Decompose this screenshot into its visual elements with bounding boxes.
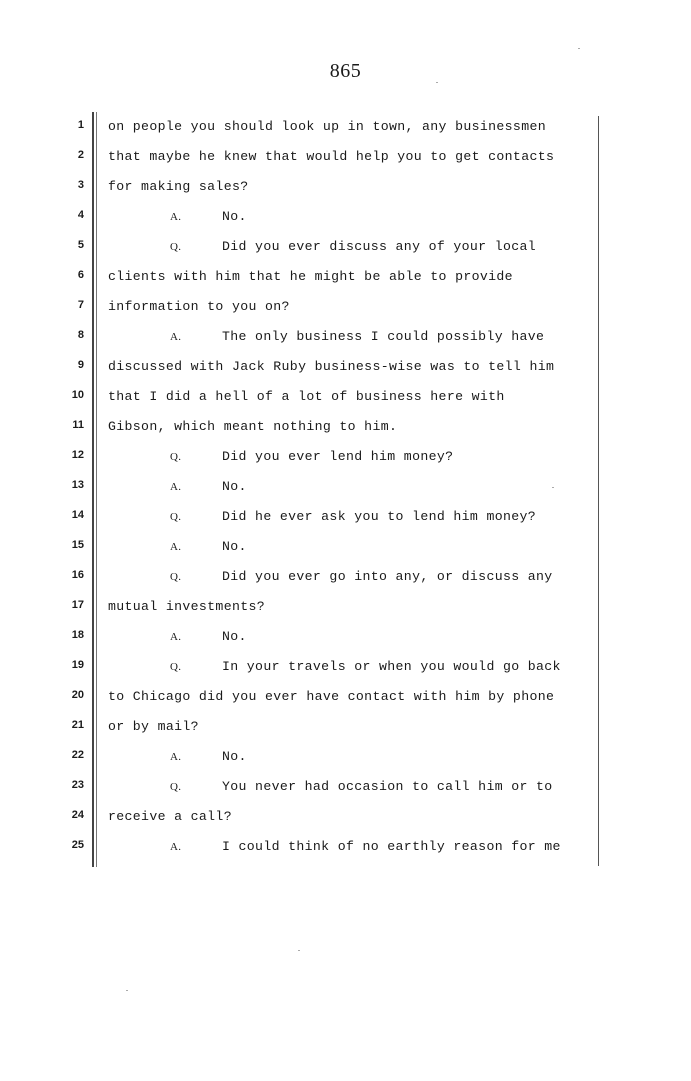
line-number: 11 xyxy=(72,419,84,431)
transcript-line xyxy=(0,322,691,352)
line-content: The only business I could possibly have xyxy=(222,329,545,344)
transcript-line xyxy=(0,382,691,412)
line-content: Did you ever lend him money? xyxy=(222,449,454,464)
line-content: Did you ever go into any, or discuss any xyxy=(222,569,553,584)
line-text xyxy=(108,172,248,202)
line-text xyxy=(170,742,247,772)
line-content: discussed with Jack Ruby business-wise was to tell him xyxy=(108,359,555,374)
transcript-line xyxy=(0,622,691,652)
line-content: or by mail? xyxy=(108,719,199,734)
line-number: 7 xyxy=(77,299,84,311)
speaker-label: Q. xyxy=(170,451,182,463)
line-number: 24 xyxy=(71,809,84,821)
speaker-label: A. xyxy=(170,841,182,853)
line-text xyxy=(170,532,247,562)
line-text xyxy=(108,592,265,622)
transcript-line xyxy=(0,682,691,712)
transcript-line xyxy=(0,592,691,622)
line-text xyxy=(170,652,561,682)
transcript-line xyxy=(0,142,691,172)
line-text xyxy=(170,502,536,532)
line-content: No. xyxy=(222,209,247,224)
line-content: No. xyxy=(222,479,247,494)
line-text xyxy=(170,562,553,592)
transcript-line xyxy=(0,352,691,382)
line-content: No. xyxy=(222,629,247,644)
transcript-line xyxy=(0,232,691,262)
line-text xyxy=(108,292,290,322)
speaker-label: Q. xyxy=(170,241,182,253)
line-text xyxy=(170,202,247,232)
line-text xyxy=(170,322,544,352)
transcript-line xyxy=(0,172,691,202)
line-text xyxy=(108,682,554,712)
line-content: information to you on? xyxy=(108,299,290,314)
transcript-line xyxy=(0,502,691,532)
line-content: to Chicago did you ever have contact with him by phone xyxy=(108,689,555,704)
transcript-line xyxy=(0,652,691,682)
scan-speck xyxy=(552,487,554,488)
line-content: Gibson, which meant nothing to him. xyxy=(108,419,398,434)
speaker-label: A. xyxy=(170,331,182,343)
line-number: 1 xyxy=(77,119,84,131)
speaker-label: A. xyxy=(170,751,182,763)
transcript-line xyxy=(0,832,691,862)
line-number: 25 xyxy=(71,839,84,851)
line-number: 2 xyxy=(77,149,84,161)
speaker-label: A. xyxy=(170,211,182,223)
line-number: 20 xyxy=(71,689,84,701)
line-number: 22 xyxy=(71,749,84,761)
transcript-line xyxy=(0,772,691,802)
page-number: 865 xyxy=(329,60,362,82)
speaker-label: A. xyxy=(170,481,182,493)
line-text xyxy=(170,832,561,862)
line-content: I could think of no earthly reason for me xyxy=(222,839,561,854)
line-text xyxy=(108,142,554,172)
line-content: Did you ever discuss any of your local xyxy=(222,239,537,254)
line-number: 18 xyxy=(71,629,84,641)
transcript-line xyxy=(0,112,691,142)
line-content: In your travels or when you would go back xyxy=(222,659,561,674)
line-number: 12 xyxy=(71,449,84,461)
line-number: 5 xyxy=(77,239,84,251)
line-content: that maybe he knew that would help you to get contacts xyxy=(108,149,555,164)
line-content: clients with him that he might be able to provide xyxy=(108,269,513,284)
line-content: for making sales? xyxy=(108,179,249,194)
scan-speck xyxy=(126,990,128,991)
speaker-label: Q. xyxy=(170,571,182,583)
line-text xyxy=(108,262,513,292)
line-content: receive a call? xyxy=(108,809,232,824)
line-number: 21 xyxy=(71,719,84,731)
line-number: 16 xyxy=(71,569,84,581)
transcript-line xyxy=(0,442,691,472)
line-number: 13 xyxy=(71,479,84,491)
scan-speck xyxy=(298,950,300,951)
line-text xyxy=(170,622,247,652)
line-content: No. xyxy=(222,749,247,764)
speaker-label: Q. xyxy=(170,781,182,793)
line-number: 23 xyxy=(71,779,84,791)
transcript-line xyxy=(0,532,691,562)
speaker-label: Q. xyxy=(170,511,182,523)
line-text xyxy=(108,712,199,742)
transcript-body xyxy=(0,112,691,862)
line-text xyxy=(170,472,247,502)
line-content: You never had occasion to call him or to xyxy=(222,779,553,794)
transcript-line xyxy=(0,562,691,592)
transcript-line xyxy=(0,742,691,772)
line-content: Did he ever ask you to lend him money? xyxy=(222,509,537,524)
transcript-line xyxy=(0,802,691,832)
line-number: 4 xyxy=(77,209,84,221)
scan-speck xyxy=(578,48,580,49)
line-number: 9 xyxy=(77,359,84,371)
line-number: 3 xyxy=(77,179,84,191)
line-number: 10 xyxy=(71,389,84,401)
transcript-line xyxy=(0,262,691,292)
speaker-label: Q. xyxy=(170,661,182,673)
line-content: mutual investments? xyxy=(108,599,266,614)
line-number: 19 xyxy=(71,659,84,671)
line-text xyxy=(170,772,553,802)
line-text xyxy=(108,382,505,412)
line-text xyxy=(108,352,554,382)
line-number: 8 xyxy=(77,329,84,341)
line-text xyxy=(108,112,546,142)
line-text xyxy=(170,442,453,472)
line-text xyxy=(108,412,397,442)
line-number: 14 xyxy=(71,509,84,521)
line-content: No. xyxy=(222,539,247,554)
speaker-label: A. xyxy=(170,631,182,643)
transcript-line xyxy=(0,292,691,322)
line-number: 17 xyxy=(71,599,84,611)
transcript-line xyxy=(0,472,691,502)
line-text xyxy=(170,232,536,262)
speaker-label: A. xyxy=(170,541,182,553)
line-content: that I did a hell of a lot of business here with xyxy=(108,389,505,404)
scan-speck xyxy=(436,82,438,83)
line-number: 6 xyxy=(77,269,84,281)
transcript-line xyxy=(0,202,691,232)
line-content: on people you should look up in town, any businessmen xyxy=(108,119,546,134)
line-number: 15 xyxy=(71,539,84,551)
transcript-line xyxy=(0,712,691,742)
line-text xyxy=(108,802,232,832)
transcript-line xyxy=(0,412,691,442)
